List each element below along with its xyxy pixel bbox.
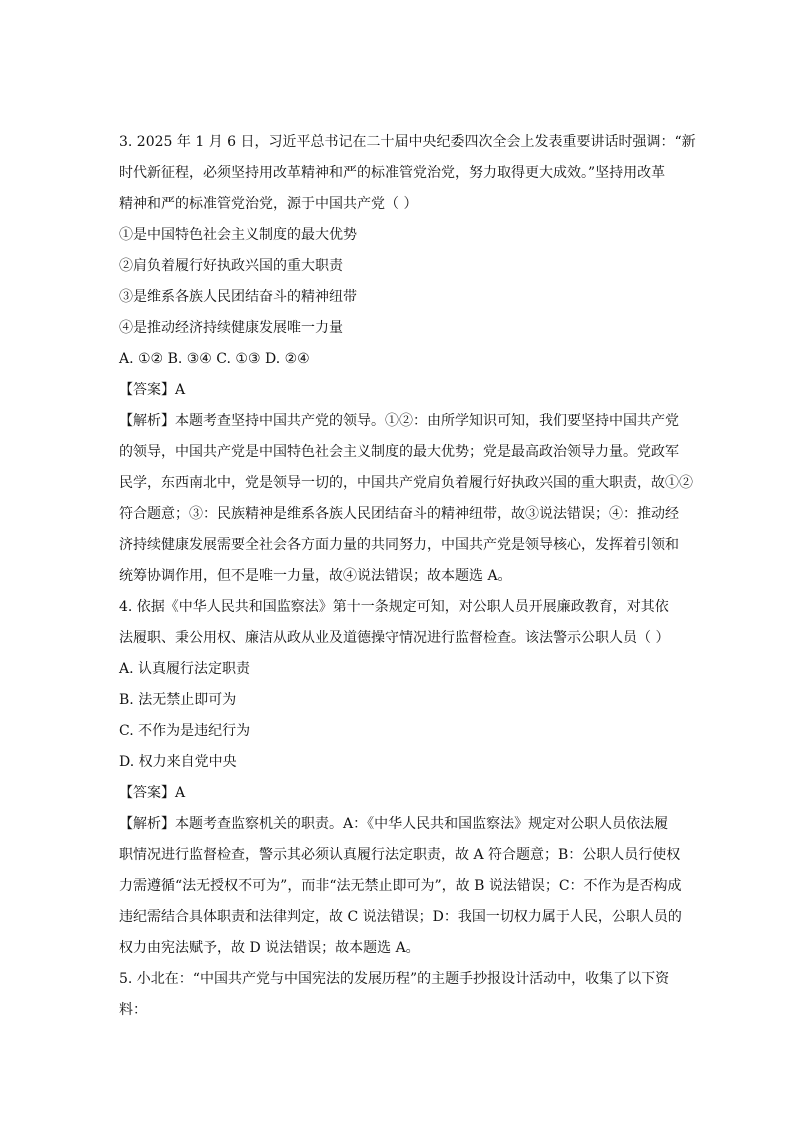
question-4-answer: 【答案】A [119,785,186,801]
question-4-stem-line: 4. 依据《中华人民共和国监察法》第十一条规定可知，对公职人员开展廉政教育，对其依 [119,599,669,615]
question-4-analysis-line: 力需遵循“法无授权不可为”，而非“法无禁止即可为”，故 B 说法错误；C：不作为是否构成 [119,878,682,894]
question-4 [119,592,682,964]
question-3-analysis-line: 【解析】本题考查坚持中国共产党的领导。①②：由所学知识可知，我们要坚持中国共产党 [119,413,679,429]
question-3-option: ④是推动经济持续健康发展唯一力量 [119,320,343,336]
document-content [119,127,696,1026]
question-4-option-a: A. 认真履行法定职责 [119,661,251,677]
question-4-analysis-line: 违纪需结合具体职责和法律判定，故 C 说法错误；D：我国一切权力属于人民，公职人员的 [119,909,682,925]
question-4-analysis-line: 权力由宪法赋予，故 D 说法错误；故本题选 A。 [119,940,420,956]
question-3-option: ③是维系各族人民团结奋斗的精神纽带 [119,289,357,305]
question-3-analysis-line: 民学，东西南北中，党是领导一切的，中国共产党肩负着履行好执政兴国的重大职责，故①② [119,475,693,491]
question-3-stem-line: 时代新征程，必须坚持用改革精神和严的标准管党治党，努力取得更大成效。”坚持用改革 [119,165,666,181]
question-3-analysis-line: 济持续健康发展需要全社会各方面力量的共同努力，中国共产党是领导核心，发挥着引领和 [119,537,679,553]
question-3-analysis-line: 的领导，中国共产党是中国特色社会主义制度的最大优势；党是最高政治领导力量。党政军 [119,444,679,460]
question-5-stem-line: 料： [119,1002,147,1018]
question-3-analysis-line: 统筹协调作用，但不是唯一力量，故④说法错误；故本题选 A。 [119,568,512,584]
question-4-stem-line: 法履职、秉公用权、廉洁从政从业及道德操守情况进行监督检查。该法警示公职人员（ ） [119,630,670,646]
question-3-answer: 【答案】A [119,382,186,398]
question-3-option: ②肩负着履行好执政兴国的重大职责 [119,258,343,274]
question-3-stem-line: 精神和严的标准管党治党，源于中国共产党（ ） [119,196,418,212]
question-3-stem-line: 3. 2025 年 1 月 6 日，习近平总书记在二十届中央纪委四次全会上发表重要讲话时强调：“新 [119,134,696,150]
question-4-analysis-line: 【解析】本题考查监察机关的职责。A：《中华人民共和国监察法》规定对公职人员依法履 [119,816,669,832]
question-4-option-d: D. 权力来自党中央 [119,754,237,770]
question-3-choices: A. ①② B. ③④ C. ①③ D. ②④ [119,351,310,367]
question-3-analysis-line: 符合题意；③：民族精神是维系各族人民团结奋斗的精神纽带，故③说法错误；④：推动经 [119,506,679,522]
question-4-option-c: C. 不作为是违纪行为 [119,723,251,739]
question-3 [119,127,696,592]
question-3-option: ①是中国特色社会主义制度的最大优势 [119,227,357,243]
question-5 [119,964,679,1026]
question-4-analysis-line: 职情况进行监督检查，警示其必须认真履行法定职责，故 A 符合题意；B：公职人员行使权 [119,847,681,863]
question-5-stem-line: 5. 小北在：“中国共产党与中国宪法的发展历程”的主题手抄报设计活动中，收集了以下资 [119,971,670,987]
question-4-option-b: B. 法无禁止即可为 [119,692,237,708]
